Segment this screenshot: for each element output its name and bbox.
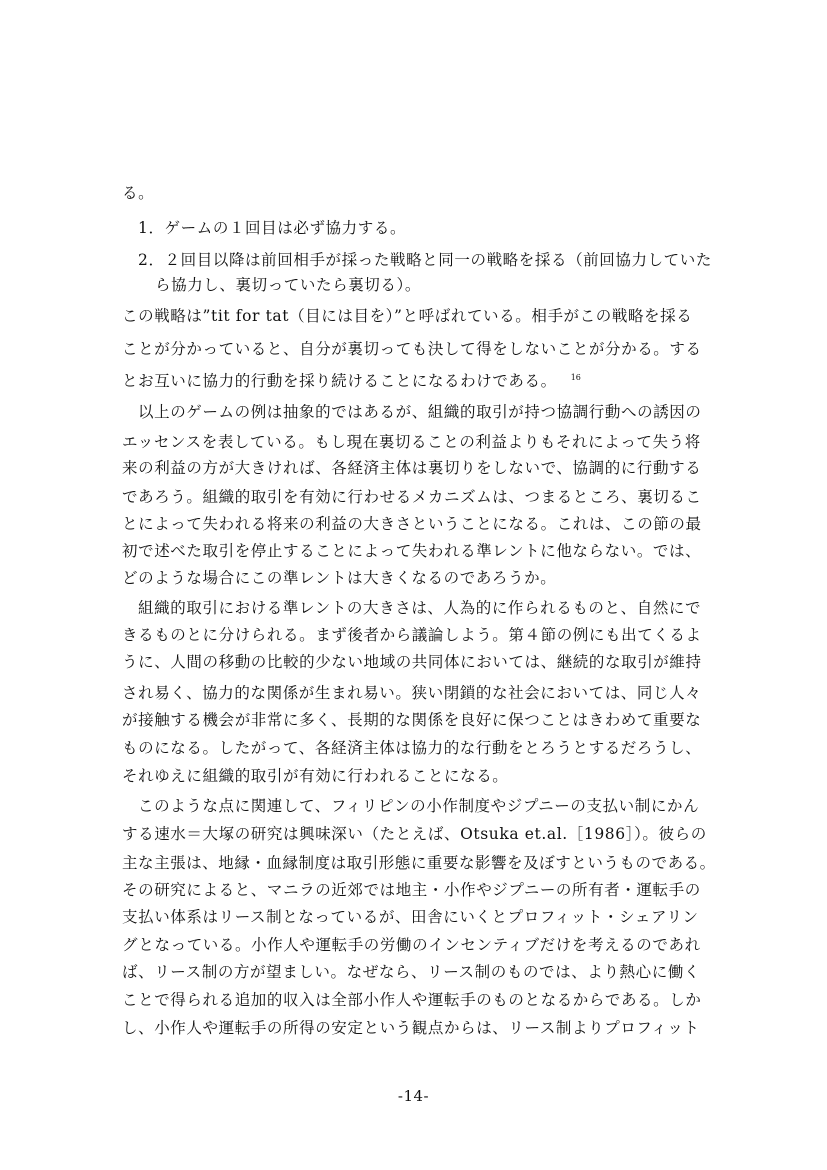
continuation-text: る。 <box>122 184 155 202</box>
paragraph-line: され易く、協力的な関係が生まれ易い。狭い閉鎖的な社会においては、同じ人々 <box>122 684 702 702</box>
paragraph-line: 以上のゲームの例は抽象的ではあるが、組織的取引が持つ協調行動への誘因の <box>138 403 702 421</box>
paragraph-line: それゆえに組織的取引が有効に行われることになる。 <box>122 767 509 785</box>
paragraph-line: 初で述べた取引を停止することによって失われる準レントに他ならない。では、 <box>122 542 702 560</box>
paragraph-line: きるものとに分けられる。まず後者から議論しよう。第４節の例にも出てくるよ <box>122 626 702 644</box>
paragraph-line-text: とお互いに協力的行動を採り続けることになるわけである。 <box>122 372 557 390</box>
paragraph-line: ことで得られる追加的収入は全部小作人や運転手のものとなるからである。しか <box>122 991 702 1009</box>
paragraph-line: このような点に関連して、フィリピンの小作制度やジプニーの支払い制にかん <box>138 797 700 815</box>
list-item: 1．ゲームの１回目は必ず協力する。 <box>138 219 407 237</box>
paragraph-line: ば、リース制の方が望ましい。なぜなら、リース制のものでは、より熱心に働く <box>122 963 701 981</box>
footnote-reference: 16 <box>570 373 581 382</box>
paragraph-line: 主な主張は、地縁・血縁制度は取引形態に重要な影響を及ぼすというものである。 <box>122 854 716 872</box>
paragraph-line: が接触する機会が非常に多く、長期的な関係を良好に保つことはきわめて重要な <box>122 711 702 729</box>
paragraph-line: その研究によると、マニラの近郊では地主・小作やジプニーの所有者・運転手の <box>122 881 701 899</box>
paragraph-line: であろう。組織的取引を有効に行わせるメカニズムは、つまるところ、裏切るこ <box>122 488 702 506</box>
paragraph-line: とによって失われる将来の利益の大きさということになる。これは、この節の最 <box>122 515 702 533</box>
paragraph-line: どのような場合にこの準レントは大きくなるのであろうか。 <box>122 569 557 587</box>
paragraph-line: ことが分かっていると、自分が裏切っても決して得をしないことが分かる。する <box>122 340 702 358</box>
paragraph-line: エッセンスを表している。もし現在裏切ることの利益よりもそれによって失う将 <box>122 433 701 451</box>
paragraph-line: 支払い体系はリース制となっているが、田舎にいくとプロフィット・シェアリン <box>122 908 699 926</box>
paragraph-line: グとなっている。小作人や運転手の労働のインセンティブだけを考えるのであれ <box>122 936 701 954</box>
paragraph-line <box>122 368 581 391</box>
paragraph-line: 来の利益の方が大きければ、各経済主体は裏切りをしないで、協調的に行動する <box>122 459 702 477</box>
list-item: 2．２回目以降は前回相手が採った戦略と同一の戦略を採る（前回協力していた <box>138 251 712 269</box>
paragraph-line: うに、人間の移動の比較的少ない地域の共同体においては、継続的な取引が維持 <box>122 653 702 671</box>
page-number: -14- <box>397 1087 430 1105</box>
paragraph-line: この戦略は”tit for tat（目には目を）”と呼ばれている。相手がこの戦略を採る <box>122 307 693 325</box>
paragraph-line: する速水＝大塚の研究は興味深い（たとえば、Otsuka et.al.［1986］）。彼らの <box>122 825 707 843</box>
list-item-continuation: ら協力し、裏切っていたら裏切る）。 <box>155 276 421 294</box>
paragraph-line: 組織的取引における準レントの大きさは、人為的に作られるものと、自然にで <box>138 599 702 617</box>
paragraph-line: ものになる。したがって、各経済主体は協力的な行動をとろうとするだろうし、 <box>122 739 702 757</box>
paragraph-line: し、小作人や運転手の所得の安定という観点からは、リース制よりプロフィット <box>122 1019 700 1037</box>
